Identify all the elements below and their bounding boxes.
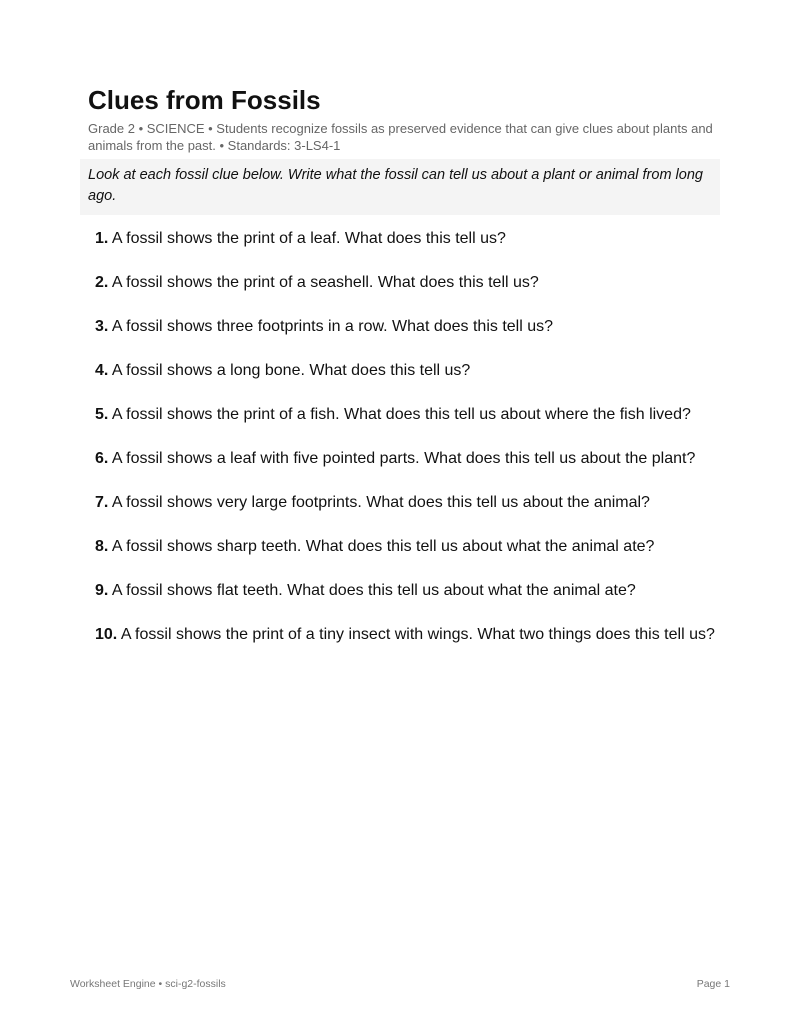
question-text: A fossil shows the print of a fish. What does this tell us about where the fish lived? (111, 406, 691, 423)
footer-source: Worksheet Engine • sci-g2-fossils (70, 978, 226, 990)
question-item (95, 446, 720, 472)
question-text: A fossil shows a leaf with five pointed parts. What does this tell us about the plant? (111, 450, 696, 467)
question-text: A fossil shows the print of a leaf. What does this tell us? (111, 230, 506, 247)
question-text: A fossil shows flat teeth. What does this tell us about what the animal ate? (111, 582, 636, 599)
question-number: 8. (95, 538, 109, 555)
instructions-box: Look at each fossil clue below. Write what the fossil can tell us about a plant or animal from long ago. (80, 159, 720, 215)
question-number: 9. (95, 582, 109, 599)
question-text: A fossil shows a long bone. What does this tell us? (111, 362, 471, 379)
question-text: A fossil shows the print of a seashell. What does this tell us? (111, 274, 539, 291)
question-item (95, 226, 720, 252)
question-item (95, 402, 720, 428)
question-number: 3. (95, 318, 109, 335)
worksheet (88, 82, 720, 666)
question-number: 5. (95, 406, 109, 423)
page-footer (70, 978, 730, 990)
question-text: A fossil shows sharp teeth. What does this tell us about what the animal ate? (111, 538, 655, 555)
question-text: A fossil shows the print of a tiny insect with wings. What two things does this tell us? (120, 626, 715, 643)
question-list (88, 226, 720, 648)
question-number: 7. (95, 494, 109, 511)
question-item (95, 314, 720, 340)
question-number: 2. (95, 274, 109, 291)
page-title: Clues from Fossils (88, 85, 321, 115)
question-number: 1. (95, 230, 109, 247)
question-item (95, 358, 720, 384)
question-number: 10. (95, 626, 118, 643)
question-item (95, 622, 720, 648)
question-number: 4. (95, 362, 109, 379)
question-item (95, 490, 720, 516)
question-item (95, 534, 720, 560)
question-text: A fossil shows three footprints in a row. What does this tell us? (111, 318, 554, 335)
footer-page-number: Page 1 (696, 978, 730, 990)
question-number: 6. (95, 450, 109, 467)
question-item (95, 578, 720, 604)
question-item (95, 270, 720, 296)
question-text: A fossil shows very large footprints. What does this tell us about the animal? (111, 494, 650, 511)
worksheet-meta: Grade 2 • SCIENCE • Students recognize fossils as preserved evidence that can give clues about plants and animals from the past. • Standards: 3-LS4-1 (88, 121, 713, 153)
